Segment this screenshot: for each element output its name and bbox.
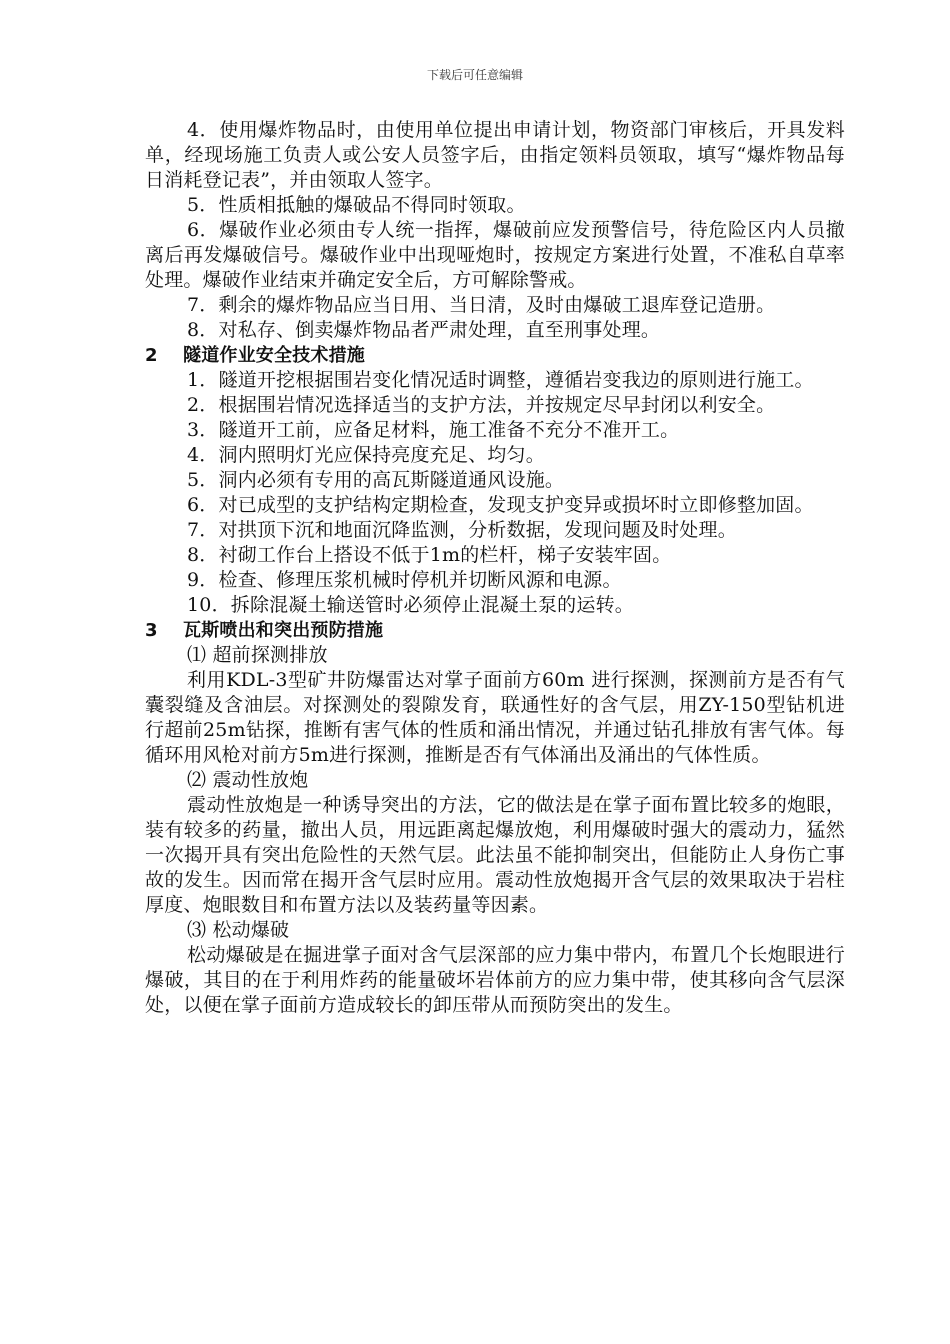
section-title: 隧道作业安全技术措施 <box>183 345 365 366</box>
paragraph: 10．拆除混凝土输送管时必须停止混凝土泵的运转。 <box>187 594 634 616</box>
section-number: 3 <box>145 620 158 641</box>
paragraph: 5．性质相抵触的爆破品不得同时领取。 <box>187 194 526 216</box>
paragraph: 5．洞内必须有专用的高瓦斯隧道通风设施。 <box>187 469 565 491</box>
subsection-title: ⑴ 超前探测排放 <box>187 644 328 666</box>
section-heading <box>145 618 845 643</box>
section-title: 瓦斯喷出和突出预防措施 <box>183 620 384 641</box>
paragraph: 1．隧道开挖根据围岩变化情况适时调整，遵循岩变我边的原则进行施工。 <box>187 369 814 391</box>
paragraph: 7．对拱顶下沉和地面沉降监测，分析数据，发现问题及时处理。 <box>187 519 737 541</box>
paragraph: 震动性放炮是一种诱导突出的方法，它的做法是在掌子面布置比较多的炮眼，装有较多的药量，撤出人员，用远距离起爆放炮，利用爆破时强大的震动力，猛然一次揭开具有突出危险性的天然气层。此法虽不能抑制突出，但能防止人身伤亡事故的发生。因而常在揭开含气层时应用。震动性放炮揭开含气层的效果取决于岩柱厚度、炮眼数目和布置方法以及装药量等因素。 <box>145 794 845 916</box>
subsection-title: ⑵ 震动性放炮 <box>187 769 309 791</box>
section-number: 2 <box>145 345 158 366</box>
paragraph: 9．检查、修理压浆机械时停机并切断风源和电源。 <box>187 569 622 591</box>
paragraph: 利用KDL-3型矿井防爆雷达对掌子面前方60m 进行探测，探测前方是否有气囊裂缝及含油层。对探测处的裂隙发育，联通性好的含气层，用ZY-150型钻机进行超前25m钻探，推断有害气体的性质和涌出情况，并通过钻孔排放有害气体。每循环用风枪对前方5m进行探测，推断是否有气体涌出及涌出的气体性质。 <box>145 669 845 766</box>
subsection-title: ⑶ 松动爆破 <box>187 919 290 941</box>
paragraph: 4．使用爆炸物品时，由使用单位提出申请计划，物资部门审核后，开具发料单，经现场施工负责人或公安人员签字后，由指定领料员领取，填写“爆炸物品每日消耗登记表”，并由领取人签字。 <box>145 119 845 191</box>
paragraph: 8．对私存、倒卖爆炸物品者严肃处理，直至刑事处理。 <box>187 319 661 341</box>
paragraph: 7．剩余的爆炸物品应当日用、当日清，及时由爆破工退库登记造册。 <box>187 294 776 316</box>
section-heading <box>145 343 845 368</box>
page-header: 下载后可任意编辑 <box>426 68 523 82</box>
document-body <box>145 118 845 1018</box>
paragraph: 2．根据围岩情况选择适当的支护方法，并按规定尽早封闭以利安全。 <box>187 394 776 416</box>
paragraph: 8．衬砌工作台上搭设不低于1m的栏杆，梯子安装牢固。 <box>187 544 672 566</box>
paragraph: 6．爆破作业必须由专人统一指挥，爆破前应发预警信号，待危险区内人员撤离后再发爆破信号。爆破作业中出现哑炮时，按规定方案进行处置，不准私自草率处理。爆破作业结束并确定安全后，方可解除警戒。 <box>145 219 845 291</box>
paragraph: 6．对已成型的支护结构定期检查，发现支护变异或损坏时立即修整加固。 <box>187 494 814 516</box>
paragraph: 松动爆破是在掘进掌子面对含气层深部的应力集中带内，布置几个长炮眼进行爆破，其目的在于利用炸药的能量破坏岩体前方的应力集中带，使其移向含气层深处，以便在掌子面前方造成较长的卸压带从而预防突出的发生。 <box>145 944 845 1016</box>
paragraph: 3．隧道开工前，应备足材料，施工准备不充分不准开工。 <box>187 419 680 441</box>
paragraph: 4．洞内照明灯光应保持亮度充足、均匀。 <box>187 444 545 466</box>
